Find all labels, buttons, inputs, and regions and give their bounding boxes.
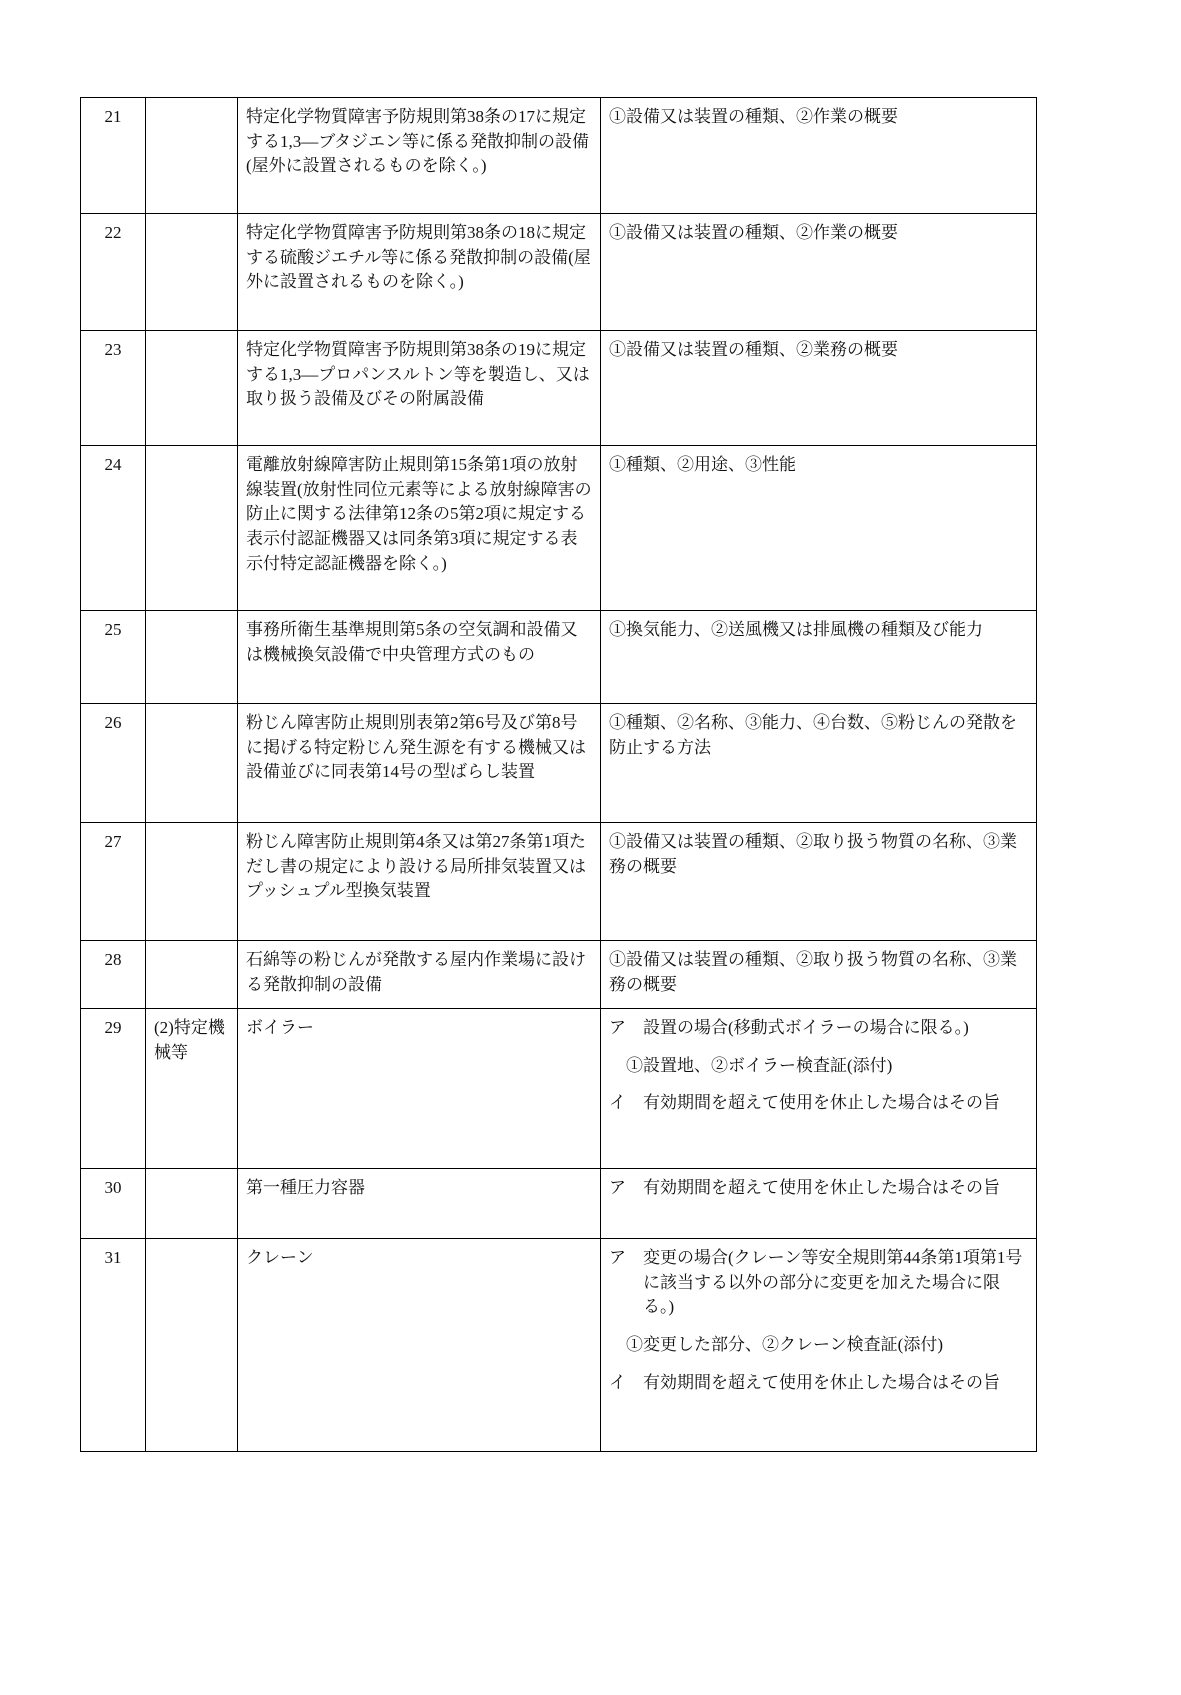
specification-table [80, 97, 1037, 1452]
requirement-paragraph: ア 設置の場合(移動式ボイラーの場合に限る。) [609, 1018, 969, 1037]
requirement-paragraph: ①換気能力、②送風機又は排風機の種類及び能力 [609, 620, 983, 639]
row-category [146, 611, 238, 704]
row-number: 27 [81, 823, 146, 941]
row-number: 25 [81, 611, 146, 704]
requirement-paragraph: ①設備又は装置の種類、②取り扱う物質の名称、③業務の概要 [609, 950, 1017, 994]
row-requirements [601, 446, 1037, 611]
row-number: 26 [81, 704, 146, 823]
table-row [81, 823, 1037, 941]
row-requirements [601, 98, 1037, 214]
row-category [146, 1239, 238, 1452]
requirement-paragraph: イ 有効期間を超えて使用を休止した場合はその旨 [609, 1372, 1000, 1392]
table-row [81, 704, 1037, 823]
row-number: 29 [81, 1009, 146, 1169]
row-category [146, 446, 238, 611]
requirement-paragraph: ①変更した部分、②クレーン検査証(添付) [626, 1334, 943, 1354]
row-description: 粉じん障害防止規則第4条又は第27条第1項ただし書の規定により設ける局所排気装置又はプッシュプル型換気装置 [238, 823, 601, 941]
table-body [81, 98, 1037, 1452]
requirement-paragraph: ①設備又は装置の種類、②作業の概要 [609, 223, 898, 242]
requirement-paragraph: ①設備又は装置の種類、②業務の概要 [609, 340, 898, 359]
document-page [80, 97, 1037, 1452]
row-requirements [601, 331, 1037, 446]
row-description: 第一種圧力容器 [238, 1169, 601, 1239]
row-description: 電離放射線障害防止規則第15条第1項の放射線装置(放射性同位元素等による放射線障害の防止に関する法律第12条の5第2項に規定する表示付認証機器又は同条第3項に規定する表示付特定認証機器を除く。) [238, 446, 601, 611]
row-requirements [601, 823, 1037, 941]
row-description: クレーン [238, 1239, 601, 1452]
row-category [146, 214, 238, 331]
row-description: 特定化学物質障害予防規則第38条の19に規定する1,3―プロパンスルトン等を製造し、又は取り扱う設備及びその附属設備 [238, 331, 601, 446]
row-description: 粉じん障害防止規則別表第2第6号及び第8号に掲げる特定粉じん発生源を有する機械又は設備並びに同表第14号の型ばらし装置 [238, 704, 601, 823]
row-requirements [601, 1009, 1037, 1169]
row-number: 30 [81, 1169, 146, 1239]
row-requirements [601, 611, 1037, 704]
row-category [146, 331, 238, 446]
requirement-paragraph: ア 変更の場合(クレーン等安全規則第44条第1項第1号に該当する以外の部分に変更を加えた場合に限る。) [609, 1248, 1023, 1317]
requirement-paragraph: ①設置地、②ボイラー検査証(添付) [626, 1055, 893, 1075]
row-requirements [601, 1169, 1037, 1239]
table-row [81, 1239, 1037, 1452]
row-number: 23 [81, 331, 146, 446]
requirement-paragraph: ①種類、②用途、③性能 [609, 455, 796, 474]
table-row [81, 1009, 1037, 1169]
requirement-paragraph: イ 有効期間を超えて使用を休止した場合はその旨 [609, 1093, 1000, 1113]
row-category [146, 704, 238, 823]
table-row [81, 611, 1037, 704]
row-category [146, 823, 238, 941]
row-requirements [601, 704, 1037, 823]
row-requirements [601, 1239, 1037, 1452]
table-row [81, 941, 1037, 1009]
row-description: 石綿等の粉じんが発散する屋内作業場に設ける発散抑制の設備 [238, 941, 601, 1009]
requirement-paragraph: ①設備又は装置の種類、②作業の概要 [609, 107, 898, 126]
row-number: 22 [81, 214, 146, 331]
row-description: ボイラー [238, 1009, 601, 1169]
row-number: 31 [81, 1239, 146, 1452]
row-category [146, 98, 238, 214]
row-description: 特定化学物質障害予防規則第38条の17に規定する1,3―ブタジエン等に係る発散抑制の設備(屋外に設置されるものを除く。) [238, 98, 601, 214]
row-number: 21 [81, 98, 146, 214]
row-requirements [601, 941, 1037, 1009]
row-number: 28 [81, 941, 146, 1009]
row-number: 24 [81, 446, 146, 611]
requirement-paragraph: ア 有効期間を超えて使用を休止した場合はその旨 [609, 1178, 1000, 1197]
table-row [81, 98, 1037, 214]
row-category [146, 941, 238, 1009]
row-requirements [601, 214, 1037, 331]
requirement-paragraph: ①設備又は装置の種類、②取り扱う物質の名称、③業務の概要 [609, 832, 1017, 876]
row-category: (2)特定機械等 [146, 1009, 238, 1169]
table-row [81, 1169, 1037, 1239]
table-row [81, 446, 1037, 611]
row-category [146, 1169, 238, 1239]
table-row [81, 331, 1037, 446]
row-description: 事務所衛生基準規則第5条の空気調和設備又は機械換気設備で中央管理方式のもの [238, 611, 601, 704]
table-row [81, 214, 1037, 331]
requirement-paragraph: ①種類、②名称、③能力、④台数、⑤粉じんの発散を防止する方法 [609, 713, 1017, 757]
row-description: 特定化学物質障害予防規則第38条の18に規定する硫酸ジエチル等に係る発散抑制の設備(屋外に設置されるものを除く。) [238, 214, 601, 331]
